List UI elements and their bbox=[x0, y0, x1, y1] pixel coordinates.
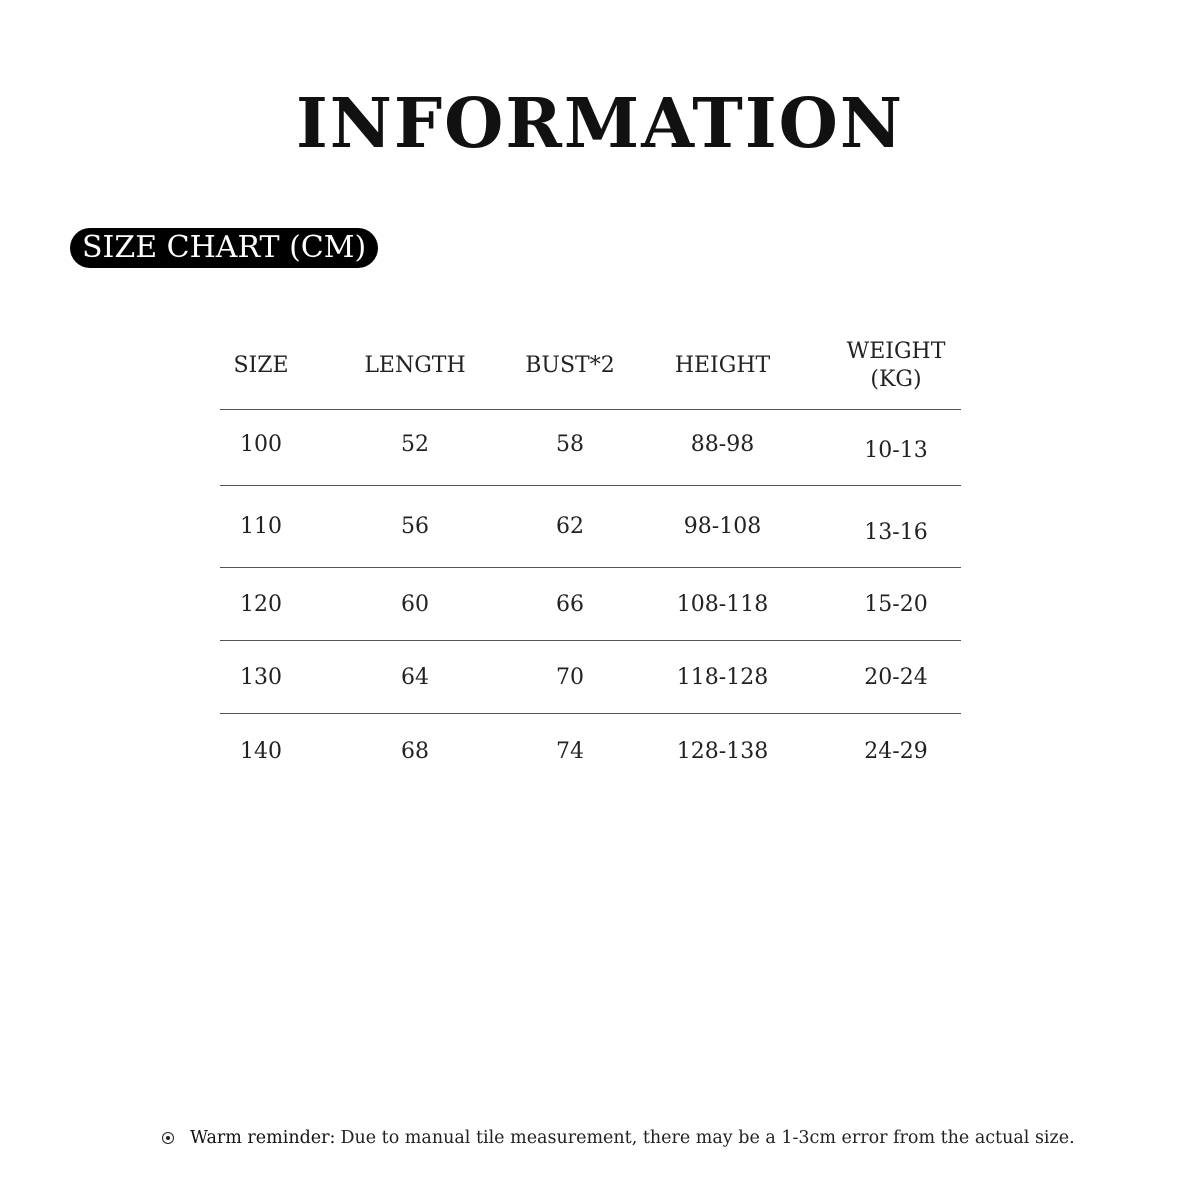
header-weight-line2: (KG) bbox=[870, 367, 922, 392]
table-row bbox=[220, 410, 961, 486]
cell-height: 118-128 bbox=[676, 664, 769, 690]
cell-weight: 20-24 bbox=[864, 664, 928, 690]
reminder-label: Warm reminder: bbox=[190, 1128, 336, 1148]
cell-height: 108-118 bbox=[676, 591, 769, 617]
header-size: SIZE bbox=[233, 353, 289, 378]
cell-height: 98-108 bbox=[683, 514, 762, 539]
cell-bust: 70 bbox=[556, 664, 584, 690]
cell-height: 88-98 bbox=[690, 432, 755, 457]
size-chart-table bbox=[220, 330, 961, 794]
header-height: HEIGHT bbox=[674, 353, 771, 378]
table-row bbox=[220, 486, 961, 568]
cell-size: 130 bbox=[240, 664, 282, 690]
cell-bust: 74 bbox=[556, 739, 584, 764]
header-length: LENGTH bbox=[364, 353, 466, 378]
cell-size: 110 bbox=[240, 514, 282, 539]
header-bust: BUST*2 bbox=[525, 353, 615, 378]
table-row bbox=[220, 714, 961, 794]
cell-length: 52 bbox=[401, 432, 429, 457]
cell-height: 128-138 bbox=[676, 739, 769, 764]
size-chart-label: SIZE CHART (CM) bbox=[70, 228, 378, 268]
header-weight bbox=[820, 330, 972, 410]
table-row bbox=[220, 568, 961, 641]
cell-weight: 13-16 bbox=[864, 520, 928, 545]
table-row bbox=[220, 641, 961, 714]
cell-weight: 24-29 bbox=[864, 739, 928, 764]
cell-weight: 10-13 bbox=[864, 438, 928, 463]
header-weight-line1: WEIGHT bbox=[846, 339, 946, 364]
cell-length: 60 bbox=[401, 591, 429, 617]
cell-length: 56 bbox=[401, 514, 429, 539]
cell-length: 68 bbox=[401, 739, 429, 764]
page-title: INFORMATION bbox=[295, 84, 905, 164]
cell-weight: 15-20 bbox=[864, 591, 928, 617]
cell-size: 140 bbox=[240, 739, 282, 764]
cell-bust: 62 bbox=[556, 514, 584, 539]
cell-size: 120 bbox=[240, 591, 282, 617]
reminder-text: Due to manual tile measurement, there may be a 1-3cm error from the actual size. bbox=[340, 1128, 1075, 1148]
radio-dot-icon bbox=[162, 1132, 174, 1144]
cell-size: 100 bbox=[240, 432, 282, 457]
table-header-row bbox=[220, 330, 961, 410]
cell-bust: 66 bbox=[556, 591, 584, 617]
warm-reminder bbox=[162, 1128, 1075, 1148]
cell-length: 64 bbox=[401, 664, 429, 690]
cell-bust: 58 bbox=[556, 432, 584, 457]
